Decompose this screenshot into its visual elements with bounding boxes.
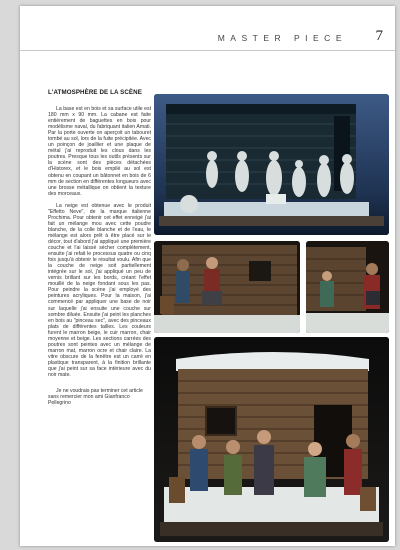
magazine-page <box>20 6 395 546</box>
article-paragraph: La neige est obtenue avec le produit "Effetto Neve", de la marque italienne Prochima. Pour obtenir cet effet enneigé j'ai fait un mélange mou avec cette poudre blanche, de la colle blanche et de l'eau, le mélange est alors prêt à être placé sur le décor, tout d'abord j'ai appliqué une première couche et l'ai laissé sécher complètement, ensuite j'ai refait le processus quatre ou cinq fois jusqu'à obtenir le résultat voulu. Afin que la couche de neige soit partiellement intégrée sur le sol, j'ai appliqué un peu de vernis brillant sur les bords, créant l'effet mouillé de la neige fondant sous les pas. Pour peindre la scène j'ai employé des peintures acryliques. Pour la maison, j'ai commencé par appliquer une base de noir sur laquelle j'ai ensuite une couche sur sombre diluée. Ensuite j'ai peint les planches en bois au "pinceau sec", avec des pinceaux plats de différentes tailles. Les couleurs furent le marron beige, le cuir marron, chair moyenne et beige. Les sections carrées des poutres sont peintes avec un mélange de marron mat, marron ocre et chair claire. La vitre obscure de la fenêtre est un carré en plastique transparent, à la finition brillante que j'ai peint sur sa face intérieure avec du noir mate. <box>48 202 151 379</box>
article-paragraph: La base est en bois et sa surface utile est 180 mm x 90 mm. La cabane est faite entièrement de baguettes en bois pour modélisme naval, du fabriquant italien Amati. Par la porte ouverte on aperçoit un tabouret tombé au sol, lors de la fuite précipitée. Avec un poinçon de joaillier et une plaque de métal j'ai reproduit les clous dans les poutres. Presque tous les outils présents sur la scène sont des pièces détachées d'Historex, et le bois empilé au sol est obtenu en coupant un bâtonnet en bois de 6 mm de section en différentes longueurs avec une brosse métallique on obtient la texture des morceaux. <box>48 106 151 197</box>
page-number: 7 <box>375 28 383 44</box>
article-text-column <box>48 89 151 412</box>
diorama-photo-detail-right <box>306 241 389 333</box>
diorama-photo-overview <box>154 94 389 235</box>
running-head: MASTER PIECE <box>217 33 347 43</box>
section-title: L'ATMOSPHÈRE DE LA SCÈNE <box>48 89 142 96</box>
header-divider <box>20 50 395 51</box>
article-closing: Je ne voudrais pas terminer cet article sans remercier mon ami Gianfranco Pellegrino <box>48 388 143 407</box>
diorama-photo-main <box>154 337 389 542</box>
diorama-photo-detail-left <box>154 241 300 333</box>
